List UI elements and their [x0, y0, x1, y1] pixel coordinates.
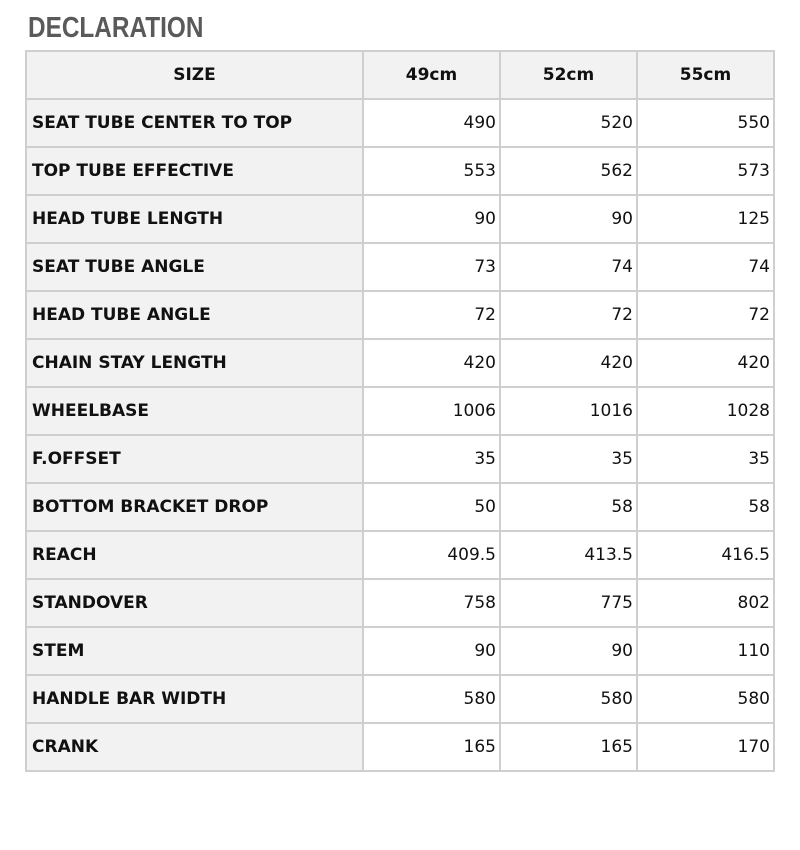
cell-value: 1006 — [363, 387, 500, 435]
row-label: F.OFFSET — [26, 435, 363, 483]
table-row — [26, 579, 774, 627]
table-row — [26, 387, 774, 435]
cell-value: 170 — [637, 723, 774, 771]
table-row — [26, 483, 774, 531]
cell-value: 90 — [500, 627, 637, 675]
cell-value: 72 — [637, 291, 774, 339]
cell-value: 165 — [363, 723, 500, 771]
header-size: SIZE — [26, 51, 363, 99]
table-row — [26, 627, 774, 675]
row-label: HEAD TUBE LENGTH — [26, 195, 363, 243]
cell-value: 35 — [363, 435, 500, 483]
cell-value: 802 — [637, 579, 774, 627]
cell-value: 50 — [363, 483, 500, 531]
cell-value: 1028 — [637, 387, 774, 435]
cell-value: 165 — [500, 723, 637, 771]
cell-value: 90 — [500, 195, 637, 243]
cell-value: 35 — [637, 435, 774, 483]
cell-value: 409.5 — [363, 531, 500, 579]
row-label: STANDOVER — [26, 579, 363, 627]
cell-value: 758 — [363, 579, 500, 627]
table-row — [26, 147, 774, 195]
table-row — [26, 195, 774, 243]
cell-value: 125 — [637, 195, 774, 243]
cell-value: 58 — [500, 483, 637, 531]
cell-value: 580 — [363, 675, 500, 723]
cell-value: 573 — [637, 147, 774, 195]
table-header-row — [26, 51, 774, 99]
header-size-55: 55cm — [637, 51, 774, 99]
header-size-49: 49cm — [363, 51, 500, 99]
row-label: BOTTOM BRACKET DROP — [26, 483, 363, 531]
row-label: SEAT TUBE ANGLE — [26, 243, 363, 291]
row-label: WHEELBASE — [26, 387, 363, 435]
cell-value: 90 — [363, 195, 500, 243]
cell-value: 420 — [637, 339, 774, 387]
table-row — [26, 339, 774, 387]
cell-value: 416.5 — [637, 531, 774, 579]
table-row — [26, 99, 774, 147]
cell-value: 520 — [500, 99, 637, 147]
page-title: DECLARATION — [28, 12, 204, 44]
cell-value: 35 — [500, 435, 637, 483]
cell-value: 553 — [363, 147, 500, 195]
table-row — [26, 435, 774, 483]
cell-value: 775 — [500, 579, 637, 627]
cell-value: 580 — [637, 675, 774, 723]
cell-value: 72 — [363, 291, 500, 339]
row-label: SEAT TUBE CENTER TO TOP — [26, 99, 363, 147]
cell-value: 562 — [500, 147, 637, 195]
cell-value: 74 — [637, 243, 774, 291]
table-row — [26, 531, 774, 579]
cell-value: 90 — [363, 627, 500, 675]
cell-value: 72 — [500, 291, 637, 339]
table-row — [26, 723, 774, 771]
cell-value: 58 — [637, 483, 774, 531]
row-label: REACH — [26, 531, 363, 579]
row-label: CRANK — [26, 723, 363, 771]
cell-value: 1016 — [500, 387, 637, 435]
table-row — [26, 291, 774, 339]
cell-value: 420 — [500, 339, 637, 387]
header-size-52: 52cm — [500, 51, 637, 99]
table-row — [26, 243, 774, 291]
row-label: TOP TUBE EFFECTIVE — [26, 147, 363, 195]
row-label: STEM — [26, 627, 363, 675]
cell-value: 413.5 — [500, 531, 637, 579]
cell-value: 74 — [500, 243, 637, 291]
cell-value: 580 — [500, 675, 637, 723]
cell-value: 490 — [363, 99, 500, 147]
row-label: HEAD TUBE ANGLE — [26, 291, 363, 339]
table-row — [26, 675, 774, 723]
cell-value: 420 — [363, 339, 500, 387]
row-label: HANDLE BAR WIDTH — [26, 675, 363, 723]
cell-value: 550 — [637, 99, 774, 147]
row-label: CHAIN STAY LENGTH — [26, 339, 363, 387]
cell-value: 110 — [637, 627, 774, 675]
cell-value: 73 — [363, 243, 500, 291]
geometry-table — [25, 50, 775, 772]
